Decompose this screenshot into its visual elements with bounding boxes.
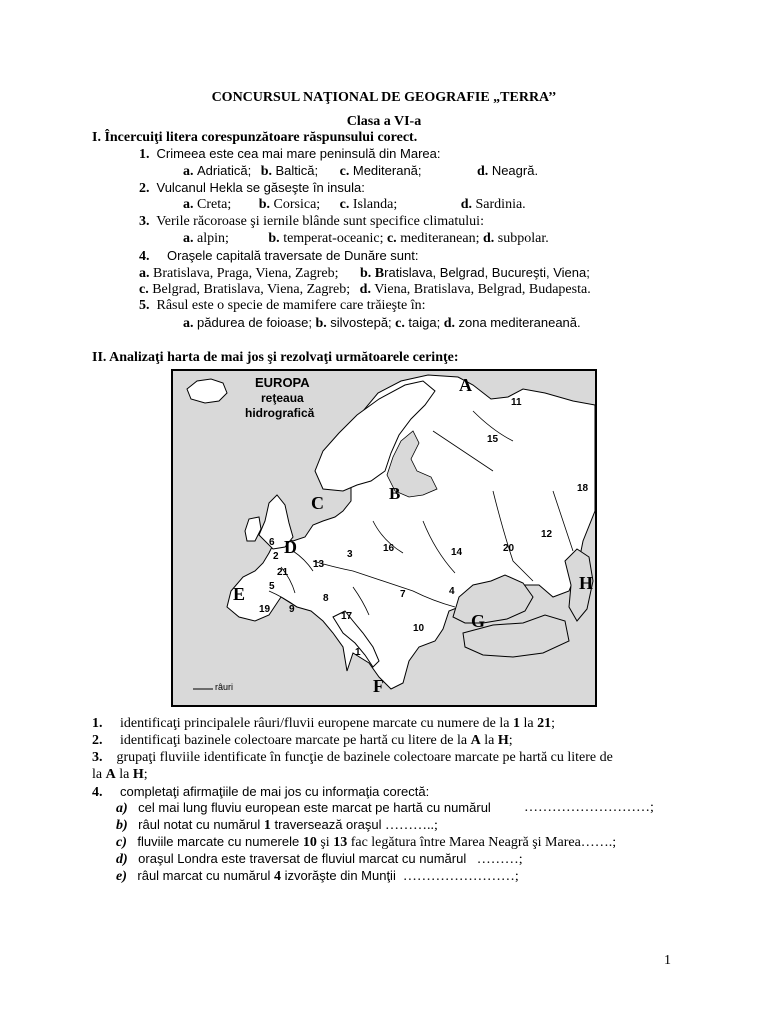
map-number-2: 2	[273, 551, 279, 562]
map-number-13: 13	[313, 559, 325, 570]
map-number-10: 10	[413, 623, 425, 634]
task-3: 3. grupaţi fluviile identificate în funcţie de bazinele colectoare marcate pe hartă cu litere de	[92, 750, 613, 765]
question-4-options-cd: c. Belgrad, Bratislava, Viena, Zagreb; d. Viena, Bratislava, Belgrad, Budapesta.	[139, 282, 591, 297]
map-letter-b: B	[389, 484, 401, 503]
map-number-9: 9	[289, 604, 295, 615]
task-4a: a) cel mai lung fluviu european este marcat pe hartă cu numărul	[116, 800, 491, 816]
task-4b: b) râul notat cu numărul 1 traversează oraşul ………..;	[116, 817, 438, 833]
map-number-19: 19	[259, 604, 271, 615]
map-letter-f: F	[373, 676, 384, 696]
map-number-4: 4	[449, 586, 455, 597]
map-number-18: 18	[577, 483, 589, 494]
map-number-20: 20	[503, 543, 515, 554]
map-subtitle-1: reţeaua	[261, 391, 304, 405]
map-letter-h: H	[579, 573, 594, 593]
section-2-heading: II. Analizaţi harta de mai jos şi rezolvaţi următoarele cerinţe:	[92, 350, 459, 365]
map-number-6: 6	[269, 537, 275, 548]
map-number-11: 11	[511, 397, 522, 408]
map-number-5: 5	[269, 581, 275, 592]
task-1: 1. identificaţi principalele râuri/fluvii europene marcate cu numere de la 1 la 21;	[92, 716, 555, 731]
task-4e: e) râul marcat cu numărul 4 izvorăşte din Munţii ……………………;	[116, 868, 519, 884]
map-letter-c: C	[311, 493, 324, 513]
section-1-heading: I. Încercuiţi litera corespunzătoare răspunsului corect.	[92, 130, 418, 145]
question-4: 4. Oraşele capitală traversate de Dunăre sunt:	[139, 248, 419, 264]
class-label: Clasa a VI-a	[346, 114, 422, 129]
task-4: 4. completaţi afirmaţiile de mai jos cu informaţia corectă:	[92, 784, 430, 800]
map-number-12: 12	[541, 529, 553, 540]
map-number-21: 21	[277, 567, 289, 578]
iceland	[187, 379, 227, 403]
map-number-3: 3	[347, 549, 353, 560]
task-4c: c) fluviile marcate cu numerele 10 şi 13 fac legătura între Marea Neagră şi Marea…….;	[116, 834, 617, 850]
map-subtitle-2: hidrografică	[245, 406, 315, 420]
question-3: 3. Verile răcoroase şi iernile blânde sunt specifice climatului:	[139, 214, 484, 229]
question-1-options: a. Adriatică; b. Baltică; c. Mediterană; d. Neagră.	[183, 163, 539, 179]
map-number-1: 1	[355, 647, 361, 658]
task-2: 2. identificaţi bazinele colectoare marcate pe hartă cu litere de la A la H;	[92, 733, 513, 748]
question-5: 5. Râsul este o specie de mamifere care trăieşte în:	[139, 298, 426, 313]
map-number-17: 17	[341, 611, 353, 622]
question-2-options: a. Creta; b. Corsica; c. Islanda; d. Sardinia.	[183, 197, 526, 212]
map-letter-d: D	[284, 537, 297, 557]
map-letter-e: E	[233, 584, 246, 604]
map-letter-a: A	[459, 375, 472, 395]
map-number-15: 15	[487, 434, 499, 445]
page-number: 1	[664, 953, 671, 968]
ireland	[245, 517, 261, 541]
map-title: EUROPA	[255, 375, 310, 390]
document-title: CONCURSUL NAŢIONAL DE GEOGRAFIE „TERRA’’	[211, 90, 557, 105]
map-number-8: 8	[323, 593, 329, 604]
map-number-7: 7	[400, 589, 406, 600]
task-4d: d) oraşul Londra este traversat de fluviul marcat cu numărul ………;	[116, 851, 523, 867]
map-legend-label: râuri	[215, 682, 234, 692]
map-letter-g: G	[471, 611, 486, 631]
question-2: 2. Vulcanul Hekla se găseşte în insula:	[139, 180, 365, 196]
europe-hydrographic-map	[171, 369, 597, 707]
map-number-14: 14	[451, 547, 463, 558]
question-5-options: a. pădurea de foioase; b. silvostepă; c. taiga; d. zona mediteraneană.	[183, 315, 581, 331]
question-3-options: a. alpin; b. temperat-oceanic; c. mediteranean; d. subpolar.	[183, 231, 549, 246]
map-number-16: 16	[383, 543, 395, 554]
task-4a-blank: ………………………;	[524, 800, 654, 815]
question-4-options-ab: a. Bratislava, Praga, Viena, Zagreb; b. Bratislava, Belgrad, Bucureşti, Viena;	[139, 265, 590, 281]
task-3-cont: la A la H;	[92, 767, 148, 782]
question-1: 1. Crimeea este cea mai mare peninsulă din Marea:	[139, 146, 441, 162]
